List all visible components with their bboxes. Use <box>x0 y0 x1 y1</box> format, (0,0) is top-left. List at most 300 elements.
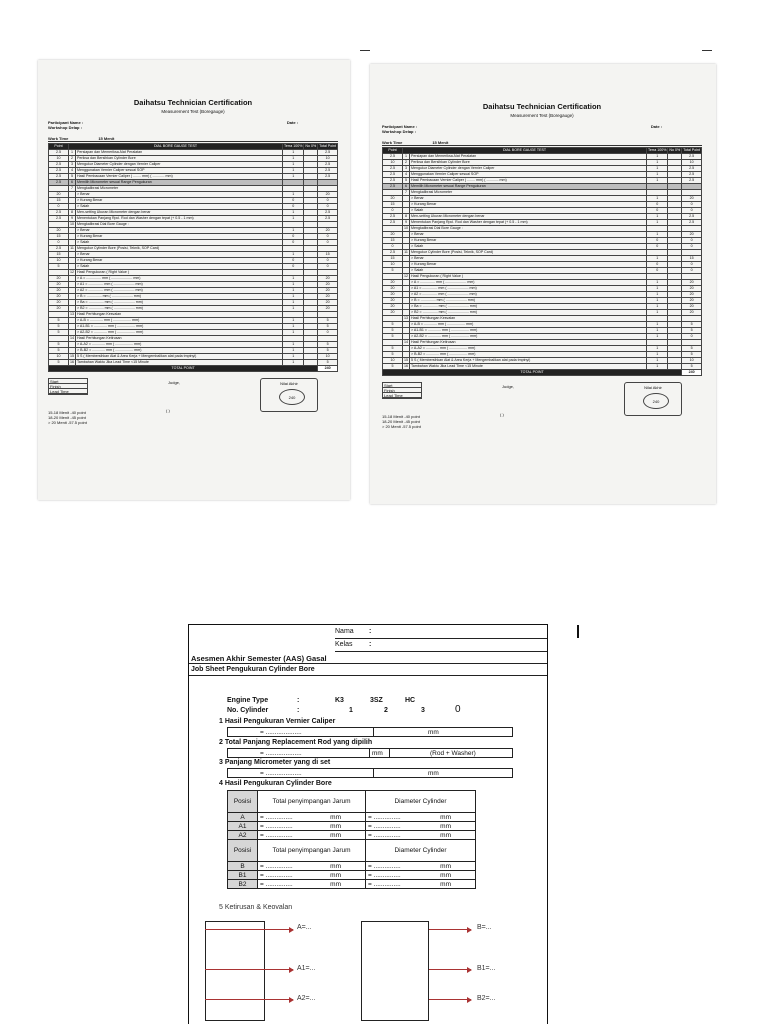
workshop-label: Workshop Delap : <box>48 125 82 130</box>
checklist-cell-s: 2.5 <box>318 162 338 168</box>
checklist-cell-a: 1 <box>283 216 304 222</box>
checklist-cell-p: 15 <box>383 202 403 208</box>
checklist-cell-p: 20 <box>383 298 403 304</box>
checklist-cell-p: 20 <box>383 304 403 310</box>
cylinder-1: 1 <box>349 707 353 714</box>
checklist-cell-s: 20 <box>682 304 702 310</box>
checklist-cell-s: 0 <box>682 334 702 340</box>
total-value: 240 <box>682 370 702 376</box>
checklist-cell-p: 10 <box>383 358 403 364</box>
bore-row <box>228 822 476 831</box>
bore-row <box>228 831 476 840</box>
checklist-cell-t: Hasil Pembacaan Vernier Caliper ( ........ mm) ( ............ mm) <box>76 174 283 180</box>
no-cylinder-label: No. Cylinder <box>227 707 269 714</box>
checklist-cell-t: > Benar <box>76 228 283 234</box>
checklist-cell-n: 3 <box>69 162 76 168</box>
final-score-label: Nilai Akhir <box>280 381 298 386</box>
cylinder-colon: : <box>297 707 300 714</box>
engine-hc: HC <box>405 697 416 704</box>
job-sheet <box>188 624 548 1024</box>
rod-field[interactable] <box>227 748 513 758</box>
checklist-cell-n: 16 <box>70 360 74 364</box>
posisi-header-1: Posisi <box>228 791 258 813</box>
diameter-unit: mm <box>440 880 451 888</box>
checklist-cell-s: 20 <box>318 276 338 282</box>
checklist-cell-s: 20 <box>682 310 702 316</box>
section-4-title: 4 Hasil Pengukuran Cylinder Bore <box>219 780 332 787</box>
checklist-cell-p: 20 <box>49 228 69 234</box>
col-total: Total Point <box>319 144 336 148</box>
checklist-cell-p: 5 <box>49 324 69 330</box>
checklist-cell-s: 20 <box>318 288 338 294</box>
checklist-cell-t: > Benar <box>76 252 283 258</box>
checklist-cell-p: 5 <box>49 348 69 354</box>
checklist-cell-n: 5 <box>69 174 76 180</box>
time-rules <box>382 414 421 429</box>
checklist-cell-a: 0 <box>647 208 668 214</box>
checklist-cell-t: > Kurang Benar <box>410 238 647 244</box>
sheet-title: Daihatsu Technician Certification <box>482 102 602 111</box>
checklist-cell-t: Menggunakan Vernier Caliper sesuai SOP <box>410 172 647 178</box>
checklist-cell-s: 5 <box>318 342 338 348</box>
job-subtitle: Job Sheet Pengukuran Cylinder Bore <box>191 666 315 673</box>
checklist-cell-p: 2.5 <box>383 172 403 178</box>
checklist-cell-s: 20 <box>682 292 702 298</box>
cylinder-diagram-b <box>361 921 429 1021</box>
checklist-cell-p: 2.5 <box>383 250 403 256</box>
checklist-cell-t: > A = ............... mm ( ..................... mm) <box>76 276 283 282</box>
checklist-cell-p: 0 <box>383 208 403 214</box>
checklist-cell-t: > Ba = ............... mm ( ..................... mm) <box>410 304 647 310</box>
checklist-cell-a: 1 <box>283 192 304 198</box>
checklist-cell-t: > Benar <box>410 256 647 262</box>
diameter-dots: = ............... <box>368 862 401 870</box>
label-a2: A2=... <box>297 995 316 1002</box>
judge-signature: ( ) <box>500 412 504 417</box>
checklist-cell-s: 0 <box>682 268 702 274</box>
checklist-cell-a: 1 <box>283 354 304 360</box>
checklist-cell-t: Menentukan Panjang Rpcl. Rod dan Washer dengan tepat (+ 0.5 - 1 mm) <box>76 216 283 222</box>
checklist-cell-p: 15 <box>49 234 69 240</box>
checklist-row <box>49 216 338 222</box>
checklist-cell-n: 2 <box>69 156 76 162</box>
checklist-cell-a: 1 <box>283 318 304 324</box>
checklist-cell-n: 15 <box>70 354 74 358</box>
checklist-cell-n: 8 <box>69 210 76 216</box>
checklist-cell-p: 20 <box>49 300 69 306</box>
vernier-field[interactable] <box>227 727 513 737</box>
checklist-cell-n: 10 <box>70 222 74 226</box>
checklist-cell-a: 0 <box>647 238 668 244</box>
checklist-cell-t: Men-setting Ukuran Micrometer dengan benar <box>410 214 647 220</box>
checklist-cell-a: 1 <box>283 348 304 354</box>
checklist-cell-t: Tambahan Waktu Jika Lead Time <15 Minute <box>410 364 647 370</box>
checklist-cell-a: 1 <box>283 150 304 156</box>
deviation-input[interactable] <box>258 871 366 880</box>
checklist-cell-a: 1 <box>283 306 304 312</box>
checklist-cell-a: 1 <box>647 178 668 184</box>
label-b2: B2=... <box>477 995 496 1002</box>
checklist-cell-p: 20 <box>49 294 69 300</box>
checklist-cell-p: 10 <box>49 258 69 264</box>
checklist-cell-a: 1 <box>283 282 304 288</box>
judge-signature: ( ) <box>166 408 170 413</box>
participant-label: Participant Name : <box>48 120 84 125</box>
judge-label: Judge, <box>502 384 515 389</box>
diameter-input[interactable] <box>366 871 476 880</box>
checklist-cell-t: Persiapan dan Memeriksa Alat Peralatan <box>410 154 647 160</box>
checklist-cell-n: 6 <box>69 180 76 186</box>
checklist-cell-s: 0 <box>682 262 702 268</box>
sheet-left-inner <box>38 60 348 438</box>
arrow-b1 <box>429 969 471 970</box>
workshop-label: Workshop Delap : <box>382 129 416 134</box>
diameter-input[interactable] <box>366 822 476 831</box>
total-label: TOTAL POINT <box>49 366 318 372</box>
diameter-input[interactable] <box>366 862 476 871</box>
checklist-cell-t: > A-B = ............. mm ( .................. mm) <box>410 322 647 328</box>
lead-time-label: Lead Time <box>49 389 87 394</box>
checklist-cell-s: 0 <box>318 330 338 336</box>
sheet-subtitle: Measurement Test (Boregauge) <box>510 113 574 118</box>
checklist-cell-s: 10 <box>318 156 338 162</box>
checklist-cell-t: > Kurang Benar <box>76 198 283 204</box>
diameter-unit: mm <box>440 871 451 879</box>
checklist-cell-t: > A2 = ............... mm ( ..................... mm) <box>410 292 647 298</box>
diameter-unit: mm <box>440 831 451 839</box>
checklist-cell-a: 0 <box>283 240 304 246</box>
deviation-dots: = ............... <box>260 822 293 830</box>
col-ten: Terra 100% <box>648 148 667 152</box>
checklist-cell-s: 0 <box>682 208 702 214</box>
checklist-cell-a: 1 <box>647 310 668 316</box>
checklist-cell-p: 20 <box>383 286 403 292</box>
checklist-cell-p: 20 <box>383 232 403 238</box>
checklist-cell-s: 20 <box>318 294 338 300</box>
section-1-title: 1 Hasil Pengukuran Vernier Caliper <box>219 718 336 725</box>
checklist-cell-t: > B2 = ............... mm ( ..................... mm) <box>76 306 283 312</box>
checklist-cell-t: Persiapan dan Memeriksa Alat Peralatan <box>76 150 283 156</box>
checklist-cell-t: > Salah <box>410 244 647 250</box>
checklist-cell-p: 2.5 <box>49 180 69 186</box>
checklist-cell-s: 0 <box>318 198 338 204</box>
arrow-a <box>205 929 293 930</box>
checklist-cell-a: 1 <box>647 304 668 310</box>
deviation-dots: = ............... <box>260 880 293 888</box>
checklist-cell-n: 3 <box>403 166 410 172</box>
checklist-cell-t: Mengukur Diameter Cylinder dengan Vernier Caliper <box>76 162 283 168</box>
sheet-title: Daihatsu Technician Certification <box>133 98 253 107</box>
checklist-cell-a: 1 <box>647 154 668 160</box>
checklist-cell-s: 0 <box>318 204 338 210</box>
checklist-cell-n: 7 <box>69 186 76 192</box>
deviation-unit: mm <box>330 831 341 839</box>
checklist-table <box>382 147 702 376</box>
rule-3: > 20 Menit -57.5 point <box>48 420 87 425</box>
position-label: B <box>228 862 258 871</box>
diameter-dots: = ............... <box>368 880 401 888</box>
deviation-unit: mm <box>330 822 341 830</box>
checklist-cell-n: 10 <box>404 226 408 230</box>
checklist-cell-a: 1 <box>283 210 304 216</box>
checklist-cell-t: > Salah <box>76 204 283 210</box>
col-ten: Terra 100% <box>284 144 303 148</box>
diameter-input[interactable] <box>366 831 476 840</box>
checklist-cell-t: Hasil Pengukuran ( Right Value ) <box>76 270 283 276</box>
checklist-cell-n: 16 <box>404 364 408 368</box>
diameter-input[interactable] <box>366 813 476 822</box>
checklist-cell-a: 0 <box>647 244 668 250</box>
diameter-unit: mm <box>440 813 451 821</box>
checklist-cell-p: 2.5 <box>383 220 403 226</box>
checklist-cell-t: > A1 = ............... mm ( ..................... mm) <box>76 282 283 288</box>
checklist-cell-s: 5 <box>682 352 702 358</box>
checklist-cell-s: 0 <box>318 240 338 246</box>
checklist-cell-p: 5 <box>49 360 69 366</box>
checklist-cell-p: 20 <box>383 310 403 316</box>
deviation-unit: mm <box>330 880 341 888</box>
checklist-cell-s: 20 <box>318 282 338 288</box>
cylinder-3: 3 <box>421 707 425 714</box>
checklist-cell-a: 1 <box>283 228 304 234</box>
checklist-cell-p: 15 <box>383 238 403 244</box>
checklist-cell-s: 10 <box>682 160 702 166</box>
deviation-header-2: Total penyimpangan Jarum <box>258 840 366 862</box>
scanned-sheet-left <box>38 60 350 500</box>
time-rules <box>48 410 87 425</box>
checklist-cell-n: 9 <box>403 220 410 226</box>
checklist-cell-n: 4 <box>69 168 76 174</box>
deviation-input[interactable] <box>258 831 366 840</box>
checklist-cell-t: > B-B2 = ............. mm ( .................. mm) <box>76 348 283 354</box>
deviation-dots: = ............... <box>260 813 293 821</box>
checklist-row <box>49 354 338 360</box>
checklist-cell-t: > B2 = ............... mm ( ..................... mm) <box>410 310 647 316</box>
position-label: A1 <box>228 822 258 831</box>
checklist-cell-s: 5 <box>318 348 338 354</box>
final-score-box <box>260 378 318 412</box>
micrometer-unit: mm <box>428 770 439 777</box>
checklist-cell-a: 0 <box>283 198 304 204</box>
start-label: Start <box>49 379 87 384</box>
cylinder-diagram-a <box>205 921 265 1021</box>
checklist-cell-p: 2.5 <box>49 216 69 222</box>
checklist-cell-p: 10 <box>49 354 69 360</box>
arrow-a1 <box>205 969 293 970</box>
checklist-cell-t: Menggunakan Vernier Caliper sesuai SOP <box>76 168 283 174</box>
checklist-cell-s: 15 <box>318 252 338 258</box>
checklist-cell-t: 5 S ( Membersihkan Alat & Area Kerja + Mengembalikan alat pada tmptnyi) <box>76 354 283 360</box>
checklist-cell-p: 20 <box>49 306 69 312</box>
nama-label: Nama <box>335 628 354 635</box>
deviation-dots: = ............... <box>260 831 293 839</box>
checklist-cell-p: 5 <box>49 342 69 348</box>
checklist-cell-s: 2.5 <box>682 214 702 220</box>
final-score-value: 240 <box>643 393 669 409</box>
checklist-cell-s: 2.5 <box>318 174 338 180</box>
checklist-cell-s: 20 <box>318 228 338 234</box>
checklist-cell-a: 1 <box>647 256 668 262</box>
checklist-cell-a: 1 <box>283 300 304 306</box>
bore-row <box>228 862 476 871</box>
checklist-cell-s: 2.5 <box>318 150 338 156</box>
col-total: Total Point <box>683 148 700 152</box>
page-mark-left <box>360 50 370 51</box>
section-3-title: 3 Panjang Micrometer yang di set <box>219 759 331 766</box>
diameter-unit: mm <box>440 822 451 830</box>
checklist-cell-n: 12 <box>70 270 74 274</box>
checklist-cell-s: 20 <box>682 286 702 292</box>
diameter-input[interactable] <box>366 880 476 889</box>
deviation-input[interactable] <box>258 880 366 889</box>
vernier-unit: mm <box>428 729 439 736</box>
checklist-cell-t: > A = ............... mm ( ..................... mm) <box>410 280 647 286</box>
checklist-cell-p: 5 <box>49 330 69 336</box>
checklist-cell-t: Hasil Perhitungan Ketirusan <box>410 340 647 346</box>
total-value: 240 <box>318 366 338 372</box>
deviation-unit: mm <box>330 862 341 870</box>
checklist-cell-t: > A1 = ............... mm ( ..................... mm) <box>410 286 647 292</box>
checklist-cell-n: 13 <box>404 316 408 320</box>
checklist-cell-a: 1 <box>647 280 668 286</box>
deviation-input[interactable] <box>258 822 366 831</box>
participant-label: Participant Name : <box>382 124 418 129</box>
arrow-b2 <box>429 999 471 1000</box>
scanned-sheet-right <box>370 64 716 504</box>
checklist-cell-p: 2.5 <box>383 184 403 190</box>
checklist-cell-p: 15 <box>49 252 69 258</box>
checklist-cell-s: 20 <box>682 232 702 238</box>
checklist-cell-s: 2.5 <box>682 220 702 226</box>
rod-value: = .................... <box>228 749 370 757</box>
checklist-cell-p: 2.5 <box>49 210 69 216</box>
checklist-cell-a: 1 <box>647 352 668 358</box>
checklist-cell-t: > Salah <box>76 264 283 270</box>
checklist-cell-s: 2.5 <box>682 172 702 178</box>
col-no: No 0% <box>305 144 317 148</box>
engine-colon: : <box>297 697 300 704</box>
checklist-cell-n: 1 <box>69 150 76 156</box>
checklist-cell-p: 5 <box>383 334 403 340</box>
checklist-cell-p: 2.5 <box>383 214 403 220</box>
checklist-cell-a: 1 <box>283 294 304 300</box>
deviation-dots: = ............... <box>260 862 293 870</box>
checklist-cell-p: 20 <box>383 196 403 202</box>
checklist-cell-s: 20 <box>318 300 338 306</box>
sheet-right-inner <box>370 64 716 442</box>
checklist-cell-t: Periksa dan Bersihkan Cylinder Bore <box>410 160 647 166</box>
diameter-header-1: Diameter Cylinder <box>366 791 476 813</box>
checklist-cell-a: 1 <box>647 166 668 172</box>
checklist-cell-s: 5 <box>318 360 338 366</box>
checklist-cell-n: 12 <box>404 274 408 278</box>
checklist-cell-s: 0 <box>318 234 338 240</box>
sheet-footer <box>48 378 338 438</box>
bore-row <box>228 813 476 822</box>
checklist-cell-s: 0 <box>318 264 338 270</box>
checklist-cell-s: 5 <box>682 364 702 370</box>
checklist-cell-t: > Kurang Benar <box>76 258 283 264</box>
col-test: DIAL BORE GAUGE TEST <box>403 148 647 154</box>
col-test: DIAL BORE GAUGE TEST <box>69 144 283 150</box>
checklist-cell-s: 15 <box>682 256 702 262</box>
checklist-cell-p: 15 <box>49 198 69 204</box>
checklist-cell-a: 1 <box>283 324 304 330</box>
checklist-cell-p: 2.5 <box>49 162 69 168</box>
deviation-input[interactable] <box>258 862 366 871</box>
diameter-dots: = ............... <box>368 822 401 830</box>
checklist-cell-p: 5 <box>383 268 403 274</box>
checklist-cell-a: 1 <box>283 288 304 294</box>
diameter-dots: = ............... <box>368 831 401 839</box>
rod-unit: mm <box>370 749 390 757</box>
checklist-cell-p: 5 <box>49 318 69 324</box>
checklist-cell-t: > A-B = ............. mm ( .................. mm) <box>76 318 283 324</box>
checklist-cell-p: 5 <box>383 328 403 334</box>
checklist-cell-s: 2.5 <box>682 154 702 160</box>
checklist-cell-p: 20 <box>383 292 403 298</box>
checklist-cell-t: > Benar <box>410 232 647 238</box>
checklist-table <box>48 143 338 372</box>
checklist-cell-s: 20 <box>682 280 702 286</box>
label-b1: B1=... <box>477 965 496 972</box>
checklist-cell-p: 10 <box>49 156 69 162</box>
engine-k3: K3 <box>335 697 344 704</box>
checklist-cell-t: > B = ............... mm ( ..................... mm) <box>76 294 283 300</box>
cylinder-2: 2 <box>384 707 388 714</box>
total-label: TOTAL POINT <box>383 370 682 376</box>
kelas-label: Kelas <box>335 641 353 648</box>
deviation-input[interactable] <box>258 813 366 822</box>
checklist-cell-a: 1 <box>283 162 304 168</box>
checklist-cell-t: > A-A2 = ............. mm ( .................. mm) <box>76 342 283 348</box>
checklist-cell-t: > Kurang Benar <box>410 202 647 208</box>
checklist-cell-t: > Kurang Benar <box>410 262 647 268</box>
checklist-cell-t: > A2-B2 = ............. mm ( .................. mm) <box>410 334 647 340</box>
engine-3sz: 3SZ <box>370 697 383 704</box>
checklist-cell-a: 0 <box>647 262 668 268</box>
checklist-cell-s: 0 <box>318 258 338 264</box>
section-5-title: 5 Ketirusan & Keovalan <box>219 904 293 911</box>
work-time-value: 15 Menit <box>98 136 115 141</box>
diameter-unit: mm <box>440 862 451 870</box>
checklist-cell-a: 1 <box>283 174 304 180</box>
col-point: Point <box>383 148 403 154</box>
checklist-cell-t: Mengkalibrasi Micrometer <box>410 190 647 196</box>
checklist-cell-p: 2.5 <box>383 154 403 160</box>
checklist-cell-n: 8 <box>403 214 410 220</box>
judge-label: Judge, <box>168 380 181 385</box>
checklist-cell-a: 1 <box>647 322 668 328</box>
checklist-cell-a: 0 <box>283 258 304 264</box>
label-b: B=... <box>477 924 492 931</box>
rule-2: 18-20 Menit -45 point <box>48 415 86 420</box>
sheet-subtitle: Measurement Test (Boregauge) <box>161 109 225 114</box>
checklist-cell-t: Mengukur Cylinder Bore (Posisi, Teknik, SOP Card) <box>410 250 647 256</box>
micrometer-field[interactable] <box>227 768 513 778</box>
cylinder-0: 0 <box>455 704 461 715</box>
checklist-cell-s: 2.5 <box>318 168 338 174</box>
position-label: A2 <box>228 831 258 840</box>
checklist-cell-a: 0 <box>283 264 304 270</box>
checklist-cell-a: 1 <box>283 330 304 336</box>
checklist-cell-p: 5 <box>383 364 403 370</box>
final-score-value: 240 <box>279 389 305 405</box>
arrow-a2 <box>205 999 293 1000</box>
checklist-cell-a: 1 <box>647 214 668 220</box>
diameter-header-2: Diameter Cylinder <box>366 840 476 862</box>
checklist-cell-a: 1 <box>647 232 668 238</box>
